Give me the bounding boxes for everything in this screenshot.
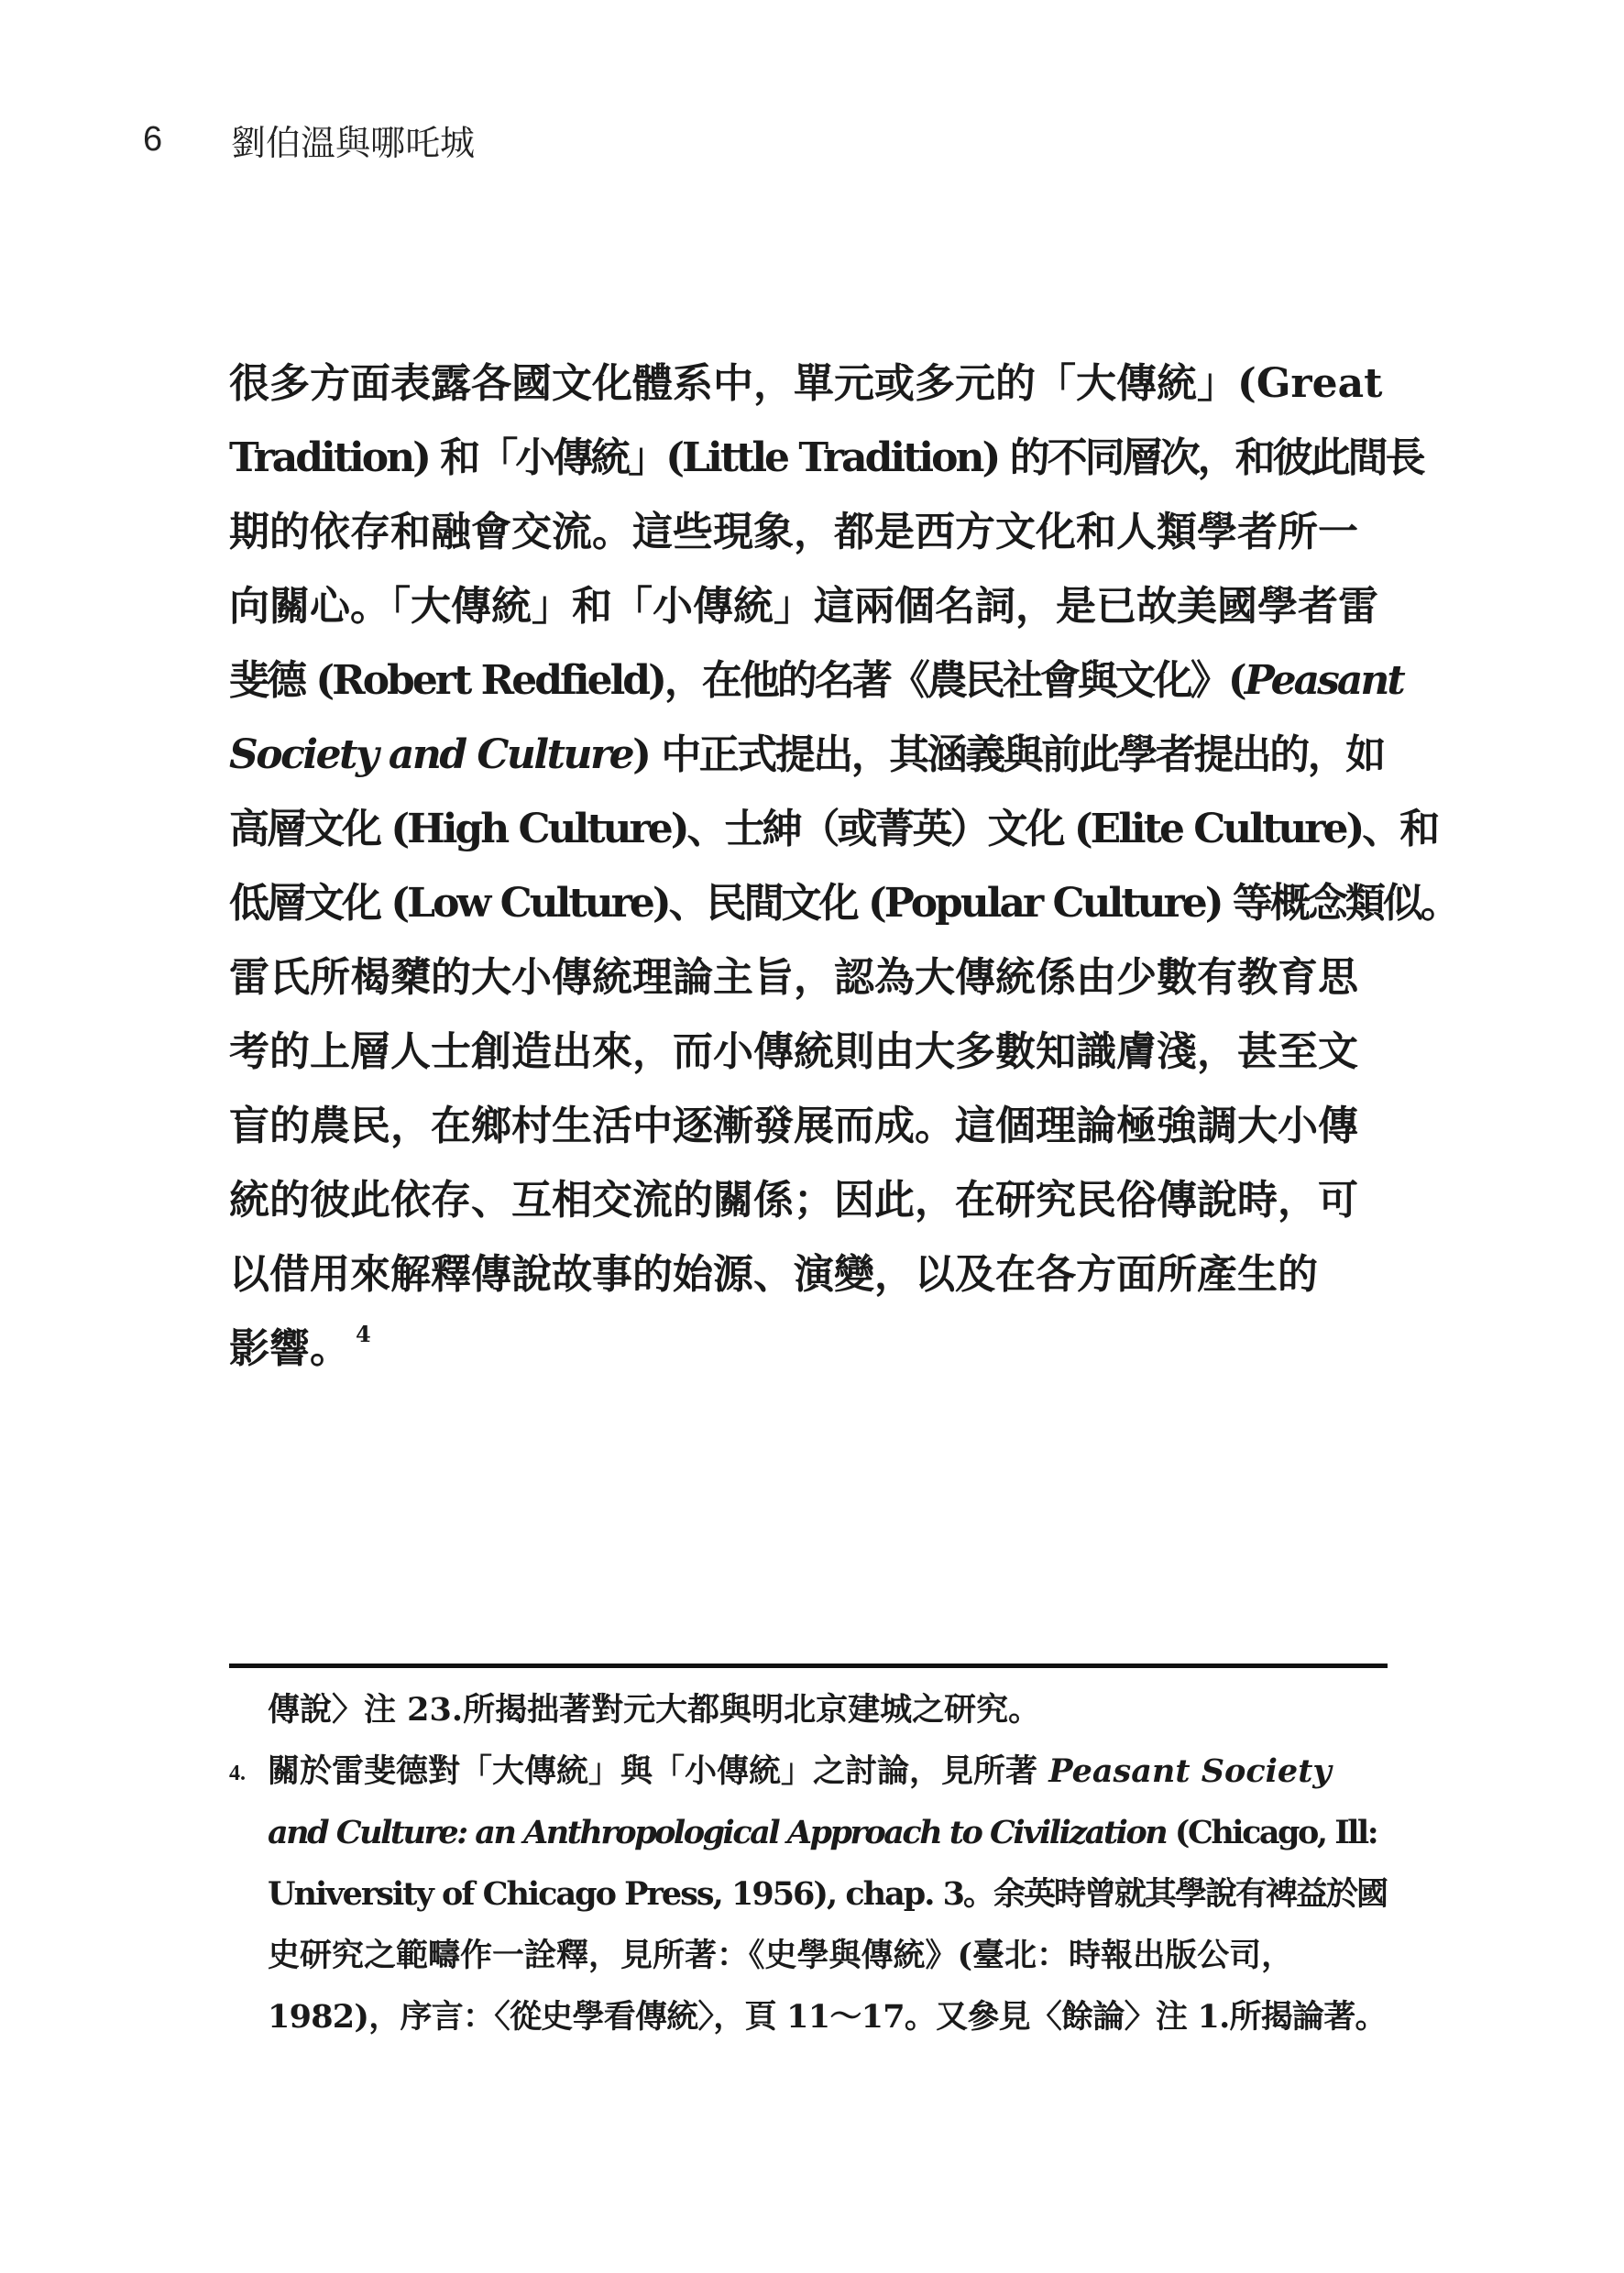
footnote-4-line-3: University of Chicago Press, 1956), chap. 3。余英時曾就其學說有裨益於國 bbox=[268, 1875, 1387, 1913]
footnote-4-publisher-place: (Chicago, Ill: bbox=[1166, 1814, 1377, 1851]
book-title-society-culture: Society and Culture bbox=[229, 731, 633, 778]
footnote-4-number: 4. bbox=[229, 1762, 246, 1785]
body-paragraph bbox=[229, 346, 1458, 1386]
footnote-4-book-subtitle: and Culture: an Anthropological Approach to Civilization bbox=[268, 1814, 1167, 1851]
footnote-4-line-4: 史研究之範疇作一詮釋，見所著：《史學與傳統》(臺北：時報出版公司， bbox=[268, 1937, 1294, 1974]
body-line-14 bbox=[229, 1312, 1388, 1386]
body-line-11: 盲的農民，在鄉村生活中逐漸發展而成。這個理論極強調大小傳 bbox=[229, 1103, 1358, 1149]
body-line-14-text: 影響。 bbox=[229, 1325, 350, 1372]
footnote-ref[interactable]: 4 bbox=[356, 1321, 371, 1347]
body-line-6-text: ) 中正式提出，其涵義與前此學者提出的，如 bbox=[632, 731, 1384, 778]
body-line-3: 期的依存和融會交流。這些現象，都是西方文化和人類學者所一 bbox=[229, 509, 1358, 555]
book-title-peasant: Peasant bbox=[1244, 657, 1403, 704]
body-line-12: 統的彼此依存、互相交流的關係；因此，在研究民俗傳說時，可 bbox=[229, 1177, 1358, 1224]
body-line-4: 向關心。「大傳統」和「小傳統」這兩個名詞，是已故美國學者雷 bbox=[229, 583, 1378, 630]
body-line-5 bbox=[229, 643, 1403, 718]
body-line-7: 高層文化 (High Culture)、士紳（或菁英）文化 (Elite Culture)、和 bbox=[229, 806, 1438, 852]
page-number: 6 bbox=[143, 119, 163, 159]
body-line-8: 低層文化 (Low Culture)、民間文化 (Popular Culture) 等概念類似。 bbox=[229, 880, 1458, 927]
body-line-2: Tradition) 和「小傳統」(Little Tradition) 的不同層次，和彼此間長 bbox=[229, 434, 1423, 481]
body-line-5-text: 斐德 (Robert Redfield)，在他的名著《農民社會與文化》( bbox=[229, 657, 1245, 704]
body-line-6 bbox=[229, 718, 1388, 792]
footnote-rule bbox=[229, 1664, 1388, 1668]
footnote-4-line-5: 1982)，序言：〈從史學看傳統〉，頁 11～17。又參見〈餘論〉注 1.所揭論著。 bbox=[268, 1998, 1387, 2036]
footnotes bbox=[229, 1679, 1388, 2048]
body-line-13: 以借用來解釋傳說故事的始源、演變，以及在各方面所產生的 bbox=[229, 1251, 1318, 1298]
footnote-4-line-1 bbox=[229, 1740, 1388, 1802]
footnote-4-text: 關於雷斐德對「大傳統」與「小傳統」之討論，見所著 bbox=[268, 1752, 1049, 1790]
body-line-1: 很多方面表露各國文化體系中，單元或多元的「大傳統」(Great bbox=[229, 360, 1383, 407]
running-head bbox=[143, 112, 475, 167]
body-line-10: 考的上層人士創造出來，而小傳統則由大多數知識膚淺，甚至文 bbox=[229, 1028, 1358, 1075]
running-title: 劉伯溫與哪吒城 bbox=[231, 124, 476, 163]
footnote-4-line-2 bbox=[229, 1802, 1388, 1863]
footnote-carryover: 傳說〉注 23.所揭拙著對元大都與明北京建城之研究。 bbox=[268, 1691, 1041, 1729]
body-line-9: 雷氏所楬櫫的大小傳統理論主旨，認為大傳統係由少數有教育思 bbox=[229, 954, 1358, 1001]
footnote-4-book-title: Peasant Society bbox=[1048, 1752, 1332, 1790]
